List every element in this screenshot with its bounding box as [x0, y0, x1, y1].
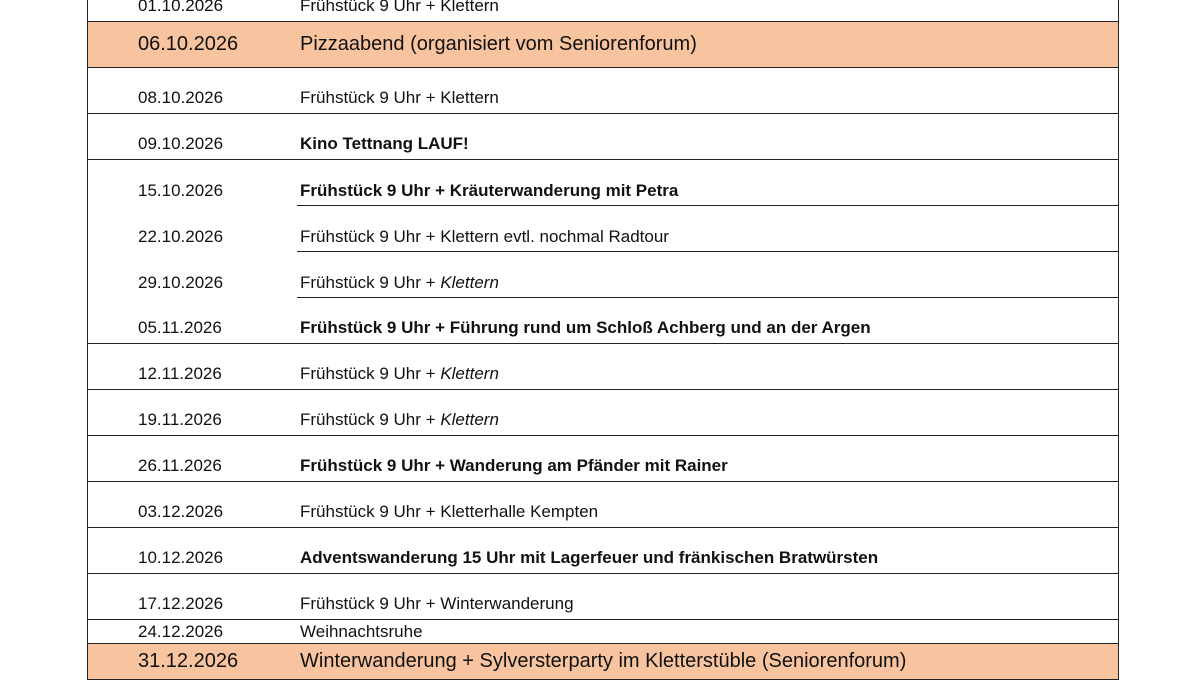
event-date: 05.11.2026	[138, 318, 222, 337]
event-description: Frühstück 9 Uhr + Klettern	[300, 364, 499, 383]
event-description: Kino Tettnang LAUF!	[300, 134, 469, 153]
event-date: 24.12.2026	[138, 622, 224, 641]
event-date: 19.11.2026	[138, 410, 222, 429]
event-description: Frühstück 9 Uhr + Klettern	[300, 273, 499, 292]
event-description: Frühstück 9 Uhr + Klettern	[300, 88, 499, 107]
event-description: Frühstück 9 Uhr + Wanderung am Pfänder mit Rainer	[300, 456, 728, 475]
event-date: 01.10.2026	[138, 0, 224, 15]
table-row	[88, 298, 1118, 344]
schedule-table	[87, 0, 1119, 680]
event-date: 31.12.2026	[138, 650, 239, 672]
event-description: Frühstück 9 Uhr + Klettern	[300, 0, 499, 15]
table-row	[88, 114, 1118, 160]
event-description: Frühstück 9 Uhr + Klettern evtl. nochmal Radtour	[300, 227, 669, 246]
event-date: 12.11.2026	[138, 364, 222, 383]
event-description: Frühstück 9 Uhr + Führung rund um Schloß Achberg und an der Argen	[300, 318, 871, 337]
event-description: Frühstück 9 Uhr + Winterwanderung	[300, 594, 574, 613]
table-row	[88, 574, 1118, 620]
table-row	[88, 160, 1118, 206]
table-row	[88, 390, 1118, 436]
event-description: Pizzaabend (organisiert vom Seniorenforum)	[300, 33, 697, 55]
event-date: 15.10.2026	[138, 181, 224, 200]
event-description: Frühstück 9 Uhr + Klettern	[300, 410, 499, 429]
table-row	[88, 22, 1118, 68]
event-description: Weihnachtsruhe	[300, 622, 423, 641]
event-date: 03.12.2026	[138, 502, 224, 521]
table-row	[88, 436, 1118, 482]
event-description: Frühstück 9 Uhr + Kletterhalle Kempten	[300, 502, 599, 521]
event-description: Adventswanderung 15 Uhr mit Lagerfeuer und fränkischen Bratwürsten	[300, 548, 879, 567]
table-row	[88, 644, 1118, 680]
event-date: 09.10.2026	[138, 134, 224, 153]
event-date: 10.12.2026	[138, 548, 224, 567]
event-date: 29.10.2026	[138, 273, 224, 292]
event-date: 08.10.2026	[138, 88, 224, 107]
table-row	[88, 0, 1118, 22]
table-row	[88, 252, 1118, 298]
event-description: Frühstück 9 Uhr + Kräuterwanderung mit Petra	[300, 181, 679, 200]
table-row	[88, 528, 1118, 574]
table-row	[88, 206, 1118, 252]
table-row	[88, 620, 1118, 644]
event-date: 06.10.2026	[138, 33, 239, 55]
table-row	[88, 68, 1118, 114]
event-date: 17.12.2026	[138, 594, 224, 613]
table-row	[88, 482, 1118, 528]
event-date: 26.11.2026	[138, 456, 222, 475]
event-description: Winterwanderung + Sylversterparty im Kletterstüble (Seniorenforum)	[300, 650, 907, 672]
table-row	[88, 344, 1118, 390]
event-date: 22.10.2026	[138, 227, 224, 246]
